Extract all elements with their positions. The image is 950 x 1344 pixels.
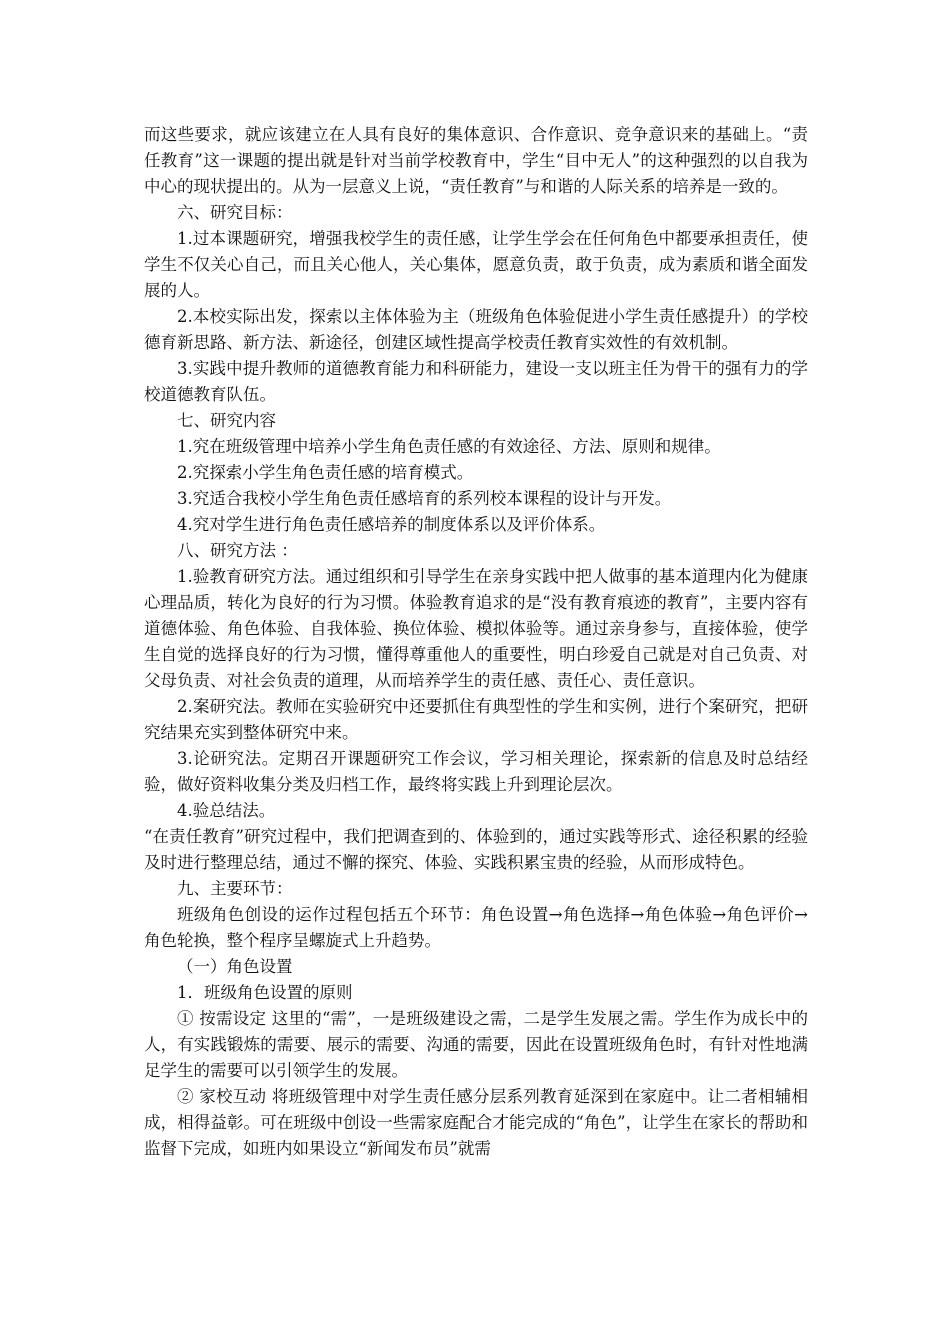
paragraph: 九、主要环节： [177,879,293,898]
paragraph: 1.究在班级管理中培养小学生角色责任感的有效途径、方法、原则和规律。 [177,437,721,456]
paragraph: ① 按需设定 这里的“需”，一是班级建设之需，二是学生发展之需。学生作为成长中的人，有实践锻炼的需要、展示的需要、沟通的需要，因此在设置班级角色时，有针对性地满足学生的需要可以引领学生的发展。 [144,1009,808,1080]
paragraph: 2.本校实际出发，探索以主体体验为主（班级角色体验促进小学生责任感提升）的学校德育新思路、新方法、新途径，创建区域性提高学校责任教育实效性的有效机制。 [144,307,808,352]
paragraph: 3.实践中提升教师的道德教育能力和科研能力，建设一支以班主任为骨干的强有力的学校道德教育队伍。 [144,359,808,404]
paragraph: 4.验总结法。 [177,801,276,820]
paragraph: 八、研究方法 ： [177,541,298,560]
paragraph: 3.究适合我校小学生角色责任感培育的系列校本课程的设计与开发。 [177,489,672,508]
paragraph: 七、研究内容 [177,411,276,430]
paragraph: 班级角色创设的运作过程包括五个环节：角色设置→角色选择→角色体验→角色评价→角色轮换，整个程序呈螺旋式上升趋势。 [144,905,808,950]
paragraph: 而这些要求，就应该建立在人具有良好的集体意识、合作意识、竞争意识来的基础上。“责任教育”这一课题的提出就是针对当前学校教育中，学生“目中无人”的这种强烈的以自我为中心的现状提出的。从为一层意义上说，“责任教育”与和谐的人际关系的培养是一致的。 [144,125,808,196]
paragraph: 2.究探索小学生角色责任感的培育模式。 [177,463,474,482]
paragraph: 4.究对学生进行角色责任感培养的制度体系以及评价体系。 [177,515,606,534]
paragraph: 六、研究目标： [177,203,293,222]
paragraph: ② 家校互动 将班级管理中对学生责任感分层系列教育延深到在家庭中。让二者相辅相成，相得益彰。可在班级中创设一些需家庭配合才能完成的“角色”，让学生在家长的帮助和监督下完成，如班内如果设立“新闻发布员”就需 [144,1087,808,1158]
paragraph: 1．班级角色设置的原则 [177,983,353,1002]
document-body [144,122,808,1162]
paragraph: 3.论研究法。定期召开课题研究工作会议，学习相关理论，探索新的信息及时总结经验，做好资料收集分类及归档工作，最终将实践上升到理论层次。 [144,749,808,794]
paragraph: （一）角色设置 [177,957,293,976]
paragraph: 1.验教育研究方法。通过组织和引导学生在亲身实践中把人做事的基本道理内化为健康心理品质，转化为良好的行为习惯。体验教育追求的是“没有教育痕迹的教育”，主要内容有道德体验、角色体验、自我体验、换位体验、模拟体验等。通过亲身参与，直接体验，使学生自觉的选择良好的行为习惯，懂得尊重他人的重要性，明白珍爱自己就是对自己负责、对父母负责、对社会负责的道理，从而培养学生的责任感、责任心、责任意识。 [144,567,808,690]
paragraph: 2.案研究法。教师在实验研究中还要抓住有典型性的学生和实例，进行个案研究，把研究结果充实到整体研究中来。 [144,697,808,742]
paragraph: “在责任教育”研究过程中，我们把调查到的、体验到的，通过实践等形式、途径积累的经验及时进行整理总结，通过不懈的探究、体验、实践积累宝贵的经验，从而形成特色。 [144,827,808,872]
paragraph: 1.过本课题研究，增强我校学生的责任感，让学生学会在任何角色中都要承担责任，使学生不仅关心自己，而且关心他人，关心集体，愿意负责，敢于负责，成为素质和谐全面发展的人。 [144,229,808,300]
